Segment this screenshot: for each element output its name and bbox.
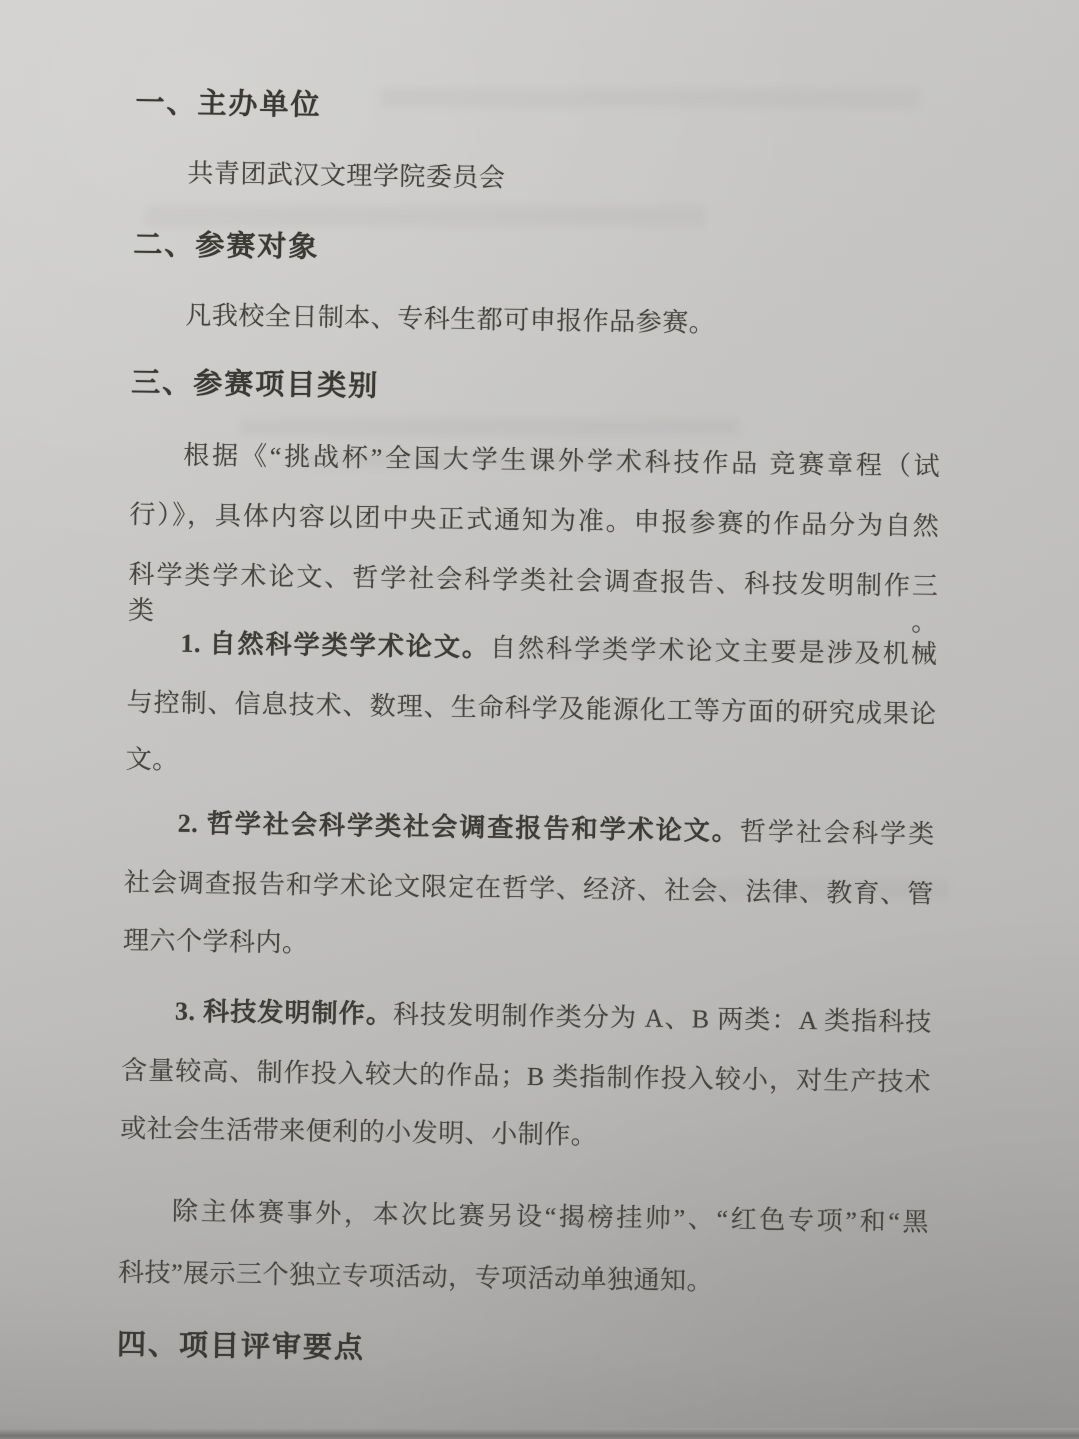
special-events-line: 除主体赛事外，本次比赛另设“揭榜挂帅”、“红色专项”和“黑 bbox=[171, 1196, 930, 1237]
category-1-text: 自然科学类学术论文主要是涉及机械 bbox=[489, 633, 938, 669]
category-2-line: 理六个学科内。 bbox=[122, 925, 309, 958]
organizer-name: 共青团武汉文理学院委员会 bbox=[187, 158, 506, 193]
document-text-block bbox=[116, 0, 947, 1439]
category-3-label: 3. 科技发明制作。 bbox=[174, 996, 394, 1029]
category-1-label: 1. 自然科学类学术论文。 bbox=[180, 628, 491, 663]
category-3-text: 科技发明制作类分为 A、B 两类：A 类指科技 bbox=[392, 999, 933, 1037]
heading-review-points: 四、项目评审要点 bbox=[116, 1328, 366, 1365]
intro-paragraph-line: 行）》，具体内容以团中央正式通知为准。申报参赛的作品分为自然 bbox=[129, 499, 940, 541]
participants-text: 凡我校全日制本、专科生都可申报作品参赛。 bbox=[185, 300, 716, 338]
category-3-line: 或社会生活带来便利的小发明、小制作。 bbox=[120, 1113, 598, 1150]
heading-categories: 三、参赛项目类别 bbox=[131, 366, 380, 403]
paper-bottom-edge bbox=[0, 1428, 1079, 1439]
heading-participants: 二、参赛对象 bbox=[133, 228, 320, 264]
category-2-line bbox=[125, 805, 935, 853]
category-3-line bbox=[122, 993, 932, 1041]
intro-paragraph-line: 根据《“挑战杯”全国大学生课外学术科技作品 竞赛章程（试 bbox=[183, 440, 941, 481]
category-1-line: 文。 bbox=[125, 744, 179, 775]
category-2-text: 哲学社会科学类 bbox=[739, 817, 935, 849]
category-1-line: 与控制、信息技术、数理、生命科学及能源化工等方面的研究成果论 bbox=[126, 687, 937, 729]
intro-paragraph-line: 科学类学术论文、哲学社会科学类社会调查报告、科技发明制作三类。 bbox=[127, 559, 939, 637]
heading-organizer: 一、主办单位 bbox=[135, 86, 322, 122]
category-2-line: 社会调查报告和学术论文限定在哲学、经济、社会、法律、教育、管 bbox=[123, 867, 935, 909]
category-2-label: 2. 哲学社会科学类社会调查报告和学术论文。 bbox=[177, 808, 741, 847]
special-events-line: 科技”展示三个独立专项活动，专项活动单独通知。 bbox=[117, 1257, 714, 1296]
category-3-line: 含量较高、制作投入较大的作品；B 类指制作投入较小，对生产技术 bbox=[120, 1055, 932, 1097]
